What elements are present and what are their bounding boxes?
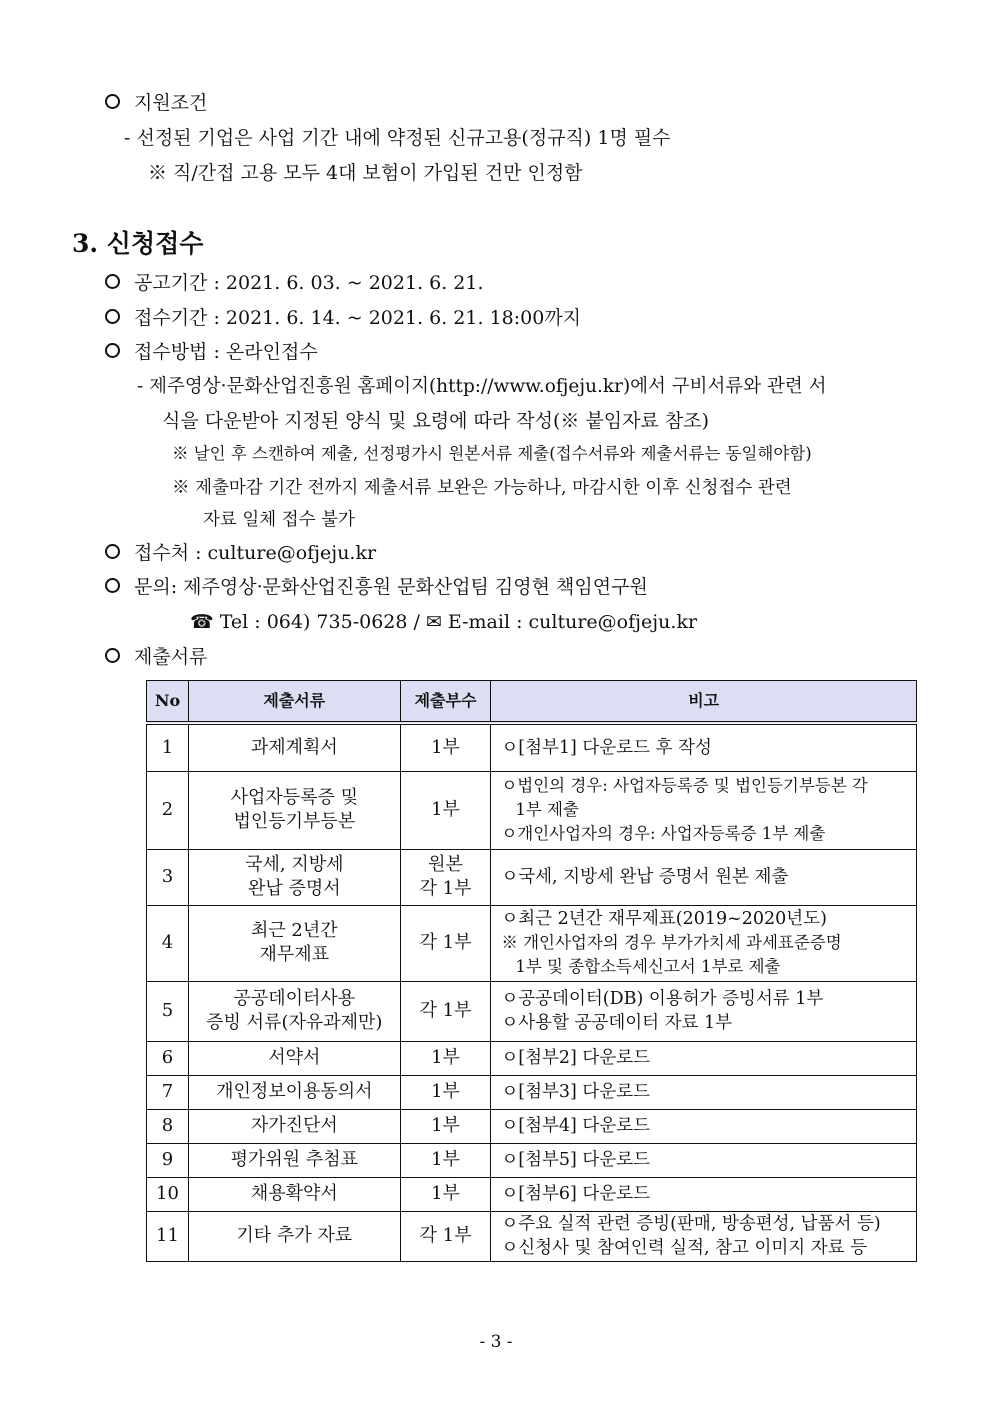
document-count-line: 각 1부	[419, 1000, 472, 1021]
document-remarks-line: ㅇ[첨부2] 다운로드	[501, 1048, 651, 1068]
document-remarks	[491, 905, 917, 981]
receipt-method-text: 접수방법 : 온라인접수	[134, 341, 318, 363]
documents-table	[146, 680, 917, 1262]
table-row	[147, 1177, 917, 1211]
circle-bullet-icon	[105, 309, 120, 324]
table-row	[147, 905, 917, 981]
document-name	[188, 1211, 400, 1261]
receiver	[105, 541, 376, 565]
document-remarks-line: ㅇ[첨부5] 다운로드	[501, 1150, 651, 1170]
table-row	[147, 1211, 917, 1261]
document-count	[400, 1143, 491, 1177]
row-number: 1	[147, 723, 189, 771]
document-name	[188, 1075, 400, 1109]
document-name	[188, 1177, 400, 1211]
document-remarks-line: ㅇ국세, 지방세 완납 증명서 원본 제출	[501, 867, 789, 887]
document-remarks	[491, 1211, 917, 1261]
inquiry	[105, 575, 648, 599]
header-no: No	[147, 681, 189, 724]
notice-period	[105, 271, 484, 295]
row-number: 11	[147, 1211, 189, 1261]
document-count-line: 1부	[431, 736, 460, 758]
conditions-title-text: 지원조건	[134, 92, 208, 114]
method-desc-2: 식을 다운받아 지정된 양식 및 요령에 따라 작성(※ 붙임자료 참조)	[162, 410, 710, 432]
row-number: 5	[147, 981, 189, 1041]
document-name-line: 법인등기부등본	[233, 811, 356, 832]
document-count-line: 1부	[431, 799, 460, 820]
inquiry-text: 문의: 제주영상·문화산업진흥원 문화산업팀 김영현 책임연구원	[134, 576, 648, 598]
document-name	[188, 723, 400, 771]
document-count	[400, 771, 491, 849]
receipt-period	[105, 306, 581, 330]
document-remarks-line: 1부 및 종합소득세신고서 1부로 제출	[515, 957, 781, 976]
table-row	[147, 1143, 917, 1177]
document-count	[400, 1075, 491, 1109]
receiver-text: 접수처 : culture@ofjeju.kr	[134, 542, 377, 564]
document-remarks	[491, 723, 917, 771]
document-name	[188, 1109, 400, 1143]
document-remarks	[491, 1041, 917, 1075]
document-count-line: 1부	[431, 1149, 460, 1170]
document-name-line: 채용확약서	[250, 1183, 338, 1204]
row-number: 9	[147, 1143, 189, 1177]
document-name-line: 완납 증명서	[247, 878, 341, 899]
table-row	[147, 771, 917, 849]
document-count-line: 각 1부	[419, 932, 472, 953]
row-number: 3	[147, 849, 189, 905]
document-count	[400, 981, 491, 1041]
document-remarks	[491, 1143, 917, 1177]
document-count	[400, 1041, 491, 1075]
document-remarks	[491, 981, 917, 1041]
document-remarks	[491, 849, 917, 905]
notice-period-text: 공고기간 : 2021. 6. 03. ~ 2021. 6. 21.	[134, 272, 484, 294]
document-name	[188, 1041, 400, 1075]
document-name-line: 최근 2년간	[250, 920, 338, 941]
circle-bullet-icon	[105, 94, 120, 109]
table-row	[147, 723, 917, 771]
header-remarks: 비고	[491, 681, 917, 724]
document-name-line: 개인정보이용동의서	[216, 1081, 373, 1102]
document-remarks	[491, 1075, 917, 1109]
document-name	[188, 981, 400, 1041]
note-2-line-1: ※ 제출마감 기간 전까지 제출서류 보완은 가능하나, 마감시한 이후 신청접수 관련	[172, 478, 792, 498]
document-remarks-line: ㅇ[첨부4] 다운로드	[501, 1116, 651, 1136]
circle-bullet-icon	[105, 274, 120, 289]
document-name-line: 국세, 지방세	[245, 854, 344, 875]
document-count-line: 1부	[431, 1115, 460, 1136]
document-count-line: 각 1부	[419, 1225, 472, 1246]
row-number: 7	[147, 1075, 189, 1109]
document-remarks-line: ㅇ[첨부6] 다운로드	[501, 1184, 651, 1204]
note-2-line-2: 자료 일체 접수 불가	[203, 510, 355, 530]
document-name	[188, 1143, 400, 1177]
circle-bullet-icon	[105, 544, 120, 559]
document-count-line: 1부	[431, 1081, 460, 1102]
section-heading: 3. 신청접수	[72, 229, 204, 258]
page-number: - 3 -	[479, 1332, 513, 1352]
table-row	[147, 849, 917, 905]
conditions-line: - 선정된 기업은 사업 기간 내에 약정된 신규고용(정규직) 1명 필수	[124, 127, 671, 149]
document-name-line: 서약서	[268, 1047, 321, 1068]
circle-bullet-icon	[105, 648, 120, 663]
document-count-line: 각 1부	[419, 878, 472, 899]
document-count	[400, 1177, 491, 1211]
document-name-line: 기타 추가 자료	[236, 1225, 353, 1246]
document-name-line: 자가진단서	[250, 1115, 338, 1136]
document-name	[188, 771, 400, 849]
document-remarks	[491, 1109, 917, 1143]
document-count-line: 1부	[431, 1183, 460, 1204]
row-number: 2	[147, 771, 189, 849]
document-name-line: 공공데이터사용	[233, 988, 356, 1009]
document-remarks-line: ㅇ신청사 및 참여인력 실적, 참고 이미지 자료 등	[501, 1238, 868, 1258]
header-count: 제출부수	[400, 681, 491, 724]
document-name	[188, 905, 400, 981]
document-remarks-line: ㅇ최근 2년간 재무제표(2019~2020년도)	[501, 909, 827, 929]
document-count	[400, 905, 491, 981]
document-remarks-line: ㅇ[첨부1] 다운로드 후 작성	[501, 737, 712, 758]
document-count	[400, 723, 491, 771]
document-remarks-line: ㅇ법인의 경우: 사업자등록증 및 법인등기부등본 각	[501, 776, 868, 795]
note-1: ※ 날인 후 스캔하여 제출, 선정평가시 원본서류 제출(접수서류와 제출서류는 동일해야함)	[172, 444, 812, 463]
header-document: 제출서류	[188, 681, 400, 724]
document-remarks-line: 1부 제출	[515, 800, 579, 819]
circle-bullet-icon	[105, 343, 120, 358]
table-row	[147, 1075, 917, 1109]
document-remarks-line: ㅇ[첨부3] 다운로드	[501, 1082, 651, 1102]
document-remarks-line: ㅇ공공데이터(DB) 이용허가 증빙서류 1부	[501, 989, 824, 1009]
document-remarks-line: ※ 개인사업자의 경우 부가가치세 과세표준증명	[501, 933, 842, 952]
conditions-note: ※ 직/간접 고용 모두 4대 보험이 가입된 건만 인정함	[148, 162, 583, 184]
row-number: 4	[147, 905, 189, 981]
table-header-row	[147, 681, 917, 724]
documents-title	[105, 645, 207, 669]
document-remarks	[491, 1177, 917, 1211]
receipt-period-text: 접수기간 : 2021. 6. 14. ~ 2021. 6. 21. 18:00까지	[134, 307, 582, 329]
documents-title-text: 제출서류	[134, 646, 208, 668]
document-remarks-line: ㅇ사용할 공공데이터 자료 1부	[501, 1013, 733, 1033]
document-remarks-line: ㅇ개인사업자의 경우: 사업자등록증 1부 제출	[501, 824, 826, 843]
document-count	[400, 1109, 491, 1143]
document-name-line: 재무제표	[259, 944, 330, 965]
method-desc-1: - 제주영상·문화산업진흥원 홈페이지(http://www.ofjeju.kr)에서 구비서류와 관련 서	[137, 376, 827, 397]
circle-bullet-icon	[105, 578, 120, 593]
conditions-title	[105, 91, 207, 115]
document-remarks-line: ㅇ주요 실적 관련 증빙(판매, 방송편성, 납품서 등)	[501, 1214, 881, 1234]
document-name-line: 과제계획서	[250, 736, 338, 758]
document-count	[400, 849, 491, 905]
table-row	[147, 1109, 917, 1143]
document-name	[188, 849, 400, 905]
document-name-line: 증빙 서류(자유과제만)	[206, 1012, 383, 1033]
row-number: 8	[147, 1109, 189, 1143]
document-remarks	[491, 771, 917, 849]
table-row	[147, 1041, 917, 1075]
document-count	[400, 1211, 491, 1261]
document-count-line: 원본	[428, 854, 463, 875]
document-count-line: 1부	[431, 1047, 460, 1068]
document-name-line: 사업자등록증 및	[230, 787, 359, 808]
receipt-method	[105, 340, 318, 364]
contact-line: ☎ Tel : 064) 735-0628 / ✉ E-mail : culture@ofjeju.kr	[190, 611, 698, 633]
table-row	[147, 981, 917, 1041]
row-number: 10	[147, 1177, 189, 1211]
document-name-line: 평가위원 추첨표	[230, 1149, 359, 1170]
row-number: 6	[147, 1041, 189, 1075]
